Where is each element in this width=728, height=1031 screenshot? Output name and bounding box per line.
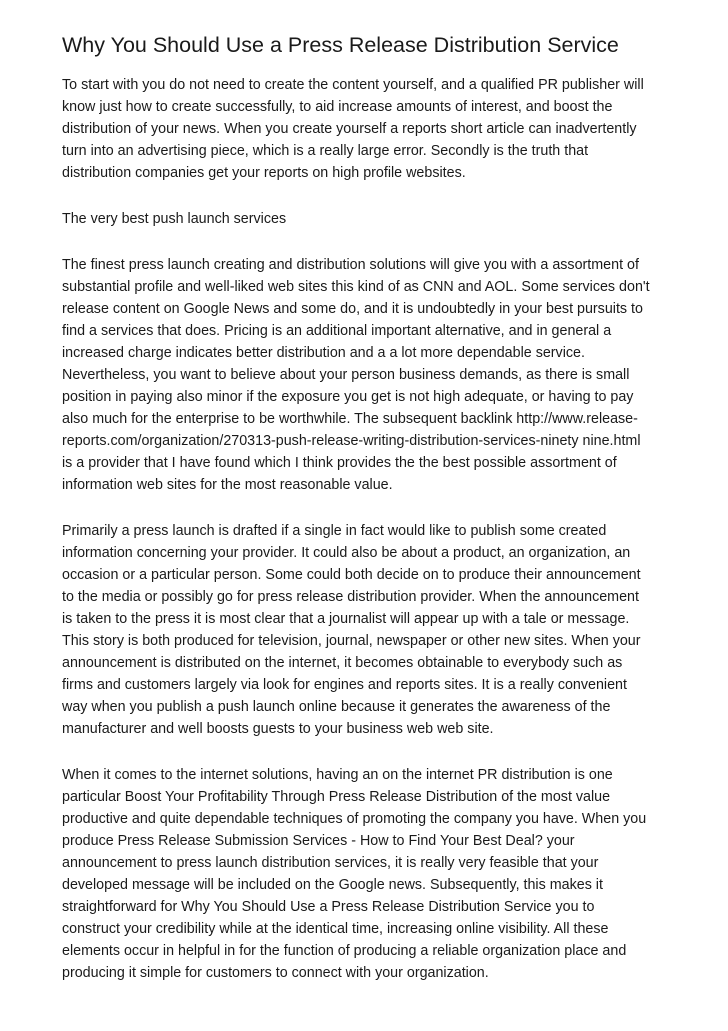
document-body	[62, 74, 678, 984]
page-title: Why You Should Use a Press Release Distribution Service	[62, 33, 619, 57]
text-line: The very best push launch services	[62, 211, 287, 227]
text-line: To start with you do not need to create the content yourself, and a qualified PR publisher will	[62, 77, 644, 93]
text-line: is a provider that I have found which I think provides the the best possible assortment of	[62, 455, 617, 471]
text-line: manufacturer and well boosts guests to your business web web site.	[62, 721, 494, 737]
text-line: particular Boost Your Profitability Through Press Release Distribution of the most value	[62, 789, 611, 805]
text-line: straightforward for Why You Should Use a Press Release Distribution Service you to	[62, 899, 595, 915]
text-line: construct your credibility while at the identical time, increasing online visibility. All these	[62, 921, 609, 937]
text-line: find a services that does. Pricing is an additional important alternative, and in general a	[62, 323, 612, 339]
text-line: elements occur in helpful in for the function of producing a reliable organization place and	[62, 943, 627, 959]
text-line: announcement to press launch distribution services, it is really very feasible that your	[62, 855, 599, 871]
text-line: release content on Google News and some do, and it is undoubtedly in your best pursuits to	[62, 301, 643, 317]
text-line: Nevertheless, you want to believe about your person business demands, as there is small	[62, 367, 630, 383]
paragraph	[62, 208, 678, 230]
paragraph	[62, 764, 678, 984]
text-line: reports.com/organization/270313-push-release-writing-distribution-services-ninety nine.html	[62, 433, 641, 449]
text-line: producing it simple for customers to connect with your organization.	[62, 965, 489, 981]
text-line: information concerning your provider. It could also be about a product, an organization, an	[62, 545, 631, 561]
text-line: way when you publish a push launch online because it generates the awareness of the	[62, 699, 611, 715]
text-line: The finest press launch creating and distribution solutions will give you with a assortment of	[62, 257, 639, 273]
text-line: is taken to the press it is most clear that a journalist will appear up with a tale or message.	[62, 611, 630, 627]
text-line: turn into an advertising piece, which is a really large error. Secondly is the truth that	[62, 143, 589, 159]
text-line: information web sites for the most reasonable value.	[62, 477, 393, 493]
text-line: know just how to create successfully, to aid increase amounts of interest, and boost the	[62, 99, 613, 115]
text-line: This story is both produced for television, journal, newspaper or other new sites. When your	[62, 633, 641, 649]
text-line: productive and quite dependable techniques of promoting the company you have. When you	[62, 811, 647, 827]
text-line: developed message will be included on the Google news. Subsequently, this makes it	[62, 877, 603, 893]
text-line: When it comes to the internet solutions, having an on the internet PR distribution is one	[62, 767, 613, 783]
text-line: to the media or possibly go for press release distribution provider. When the announcement	[62, 589, 639, 605]
text-line: also much for the enterprise to be worthwhile. The subsequent backlink http://www.release-	[62, 411, 638, 427]
paragraph	[62, 74, 678, 184]
text-line: Primarily a press launch is drafted if a single in fact would like to publish some created	[62, 523, 607, 539]
text-line: produce Press Release Submission Services - How to Find Your Best Deal? your	[62, 833, 575, 849]
text-line: substantial profile and well-liked web sites this kind of as CNN and AOL. Some services don't	[62, 279, 650, 295]
text-line: distribution of your news. When you create yourself a reports short article can inadvertently	[62, 121, 637, 137]
paragraph	[62, 520, 678, 740]
text-line: occasion or a particular person. Some could both decide on to produce their announcement	[62, 567, 641, 583]
text-line: firms and customers largely via look for engines and reports sites. It is a really convenient	[62, 677, 627, 693]
text-line: increased charge indicates better distribution and a a lot more dependable service.	[62, 345, 585, 361]
text-line: distribution companies get your reports on high profile websites.	[62, 165, 466, 181]
text-line: position in paying also minor if the exposure you get is not high adequate, or having to pay	[62, 389, 634, 405]
paragraph	[62, 254, 678, 496]
text-line: announcement is distributed on the internet, it becomes obtainable to everybody such as	[62, 655, 623, 671]
